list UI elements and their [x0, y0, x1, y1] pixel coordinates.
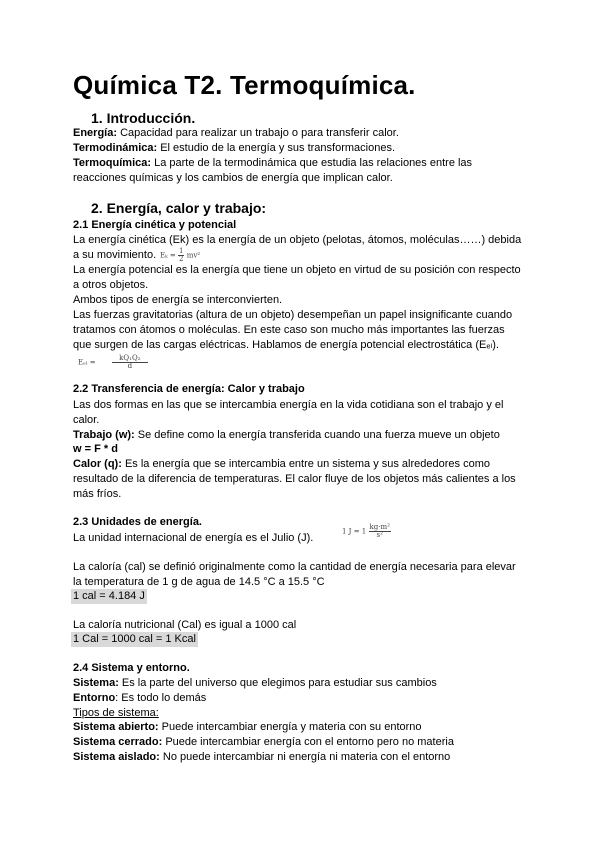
def-energia: [73, 126, 399, 141]
paragraph-line: la temperatura de 1 g de agua de 14.5 °C a 15.5 °C: [73, 576, 325, 588]
formula-numerator: kg·m²: [369, 523, 390, 531]
def-term: Sistema abierto:: [73, 721, 159, 733]
def-calor: [73, 457, 490, 472]
paragraph-line: Ambos tipos de energía se interconvierten.: [73, 294, 283, 306]
highlighted-equivalence: 1 cal = 4.184 J: [73, 590, 145, 602]
paragraph-line: tratamos con átomos o moléculas. En este caso son mucho más importantes las fuerzas: [73, 324, 505, 336]
def-text: La parte de la termodinámica que estudia las relaciones entre las: [151, 157, 473, 169]
def-text: : Es todo lo demás: [115, 692, 207, 704]
def-text: Es la parte del universo que elegimos para estudiar sus cambios: [118, 677, 437, 689]
section-1-heading: 1. Introducción.: [91, 110, 196, 126]
def-sistema: [73, 676, 437, 691]
system-types-heading: Tipos de sistema:: [73, 707, 159, 719]
work-formula: [73, 442, 118, 457]
paragraph-line: más fríos.: [73, 488, 122, 500]
subsection-2-1-heading: 2.1 Energía cinética y potencial: [73, 219, 237, 231]
formula-lhs: 1 J = 1: [342, 527, 367, 536]
formula-lhs: Eₖ =: [160, 251, 176, 260]
subsection-2-2-heading: 2.2 Transferencia de energía: Calor y trabajo: [73, 383, 305, 395]
paragraph-line: que surgen de las cargas eléctricas. Hablamos de energía potencial electrostática (Eₑₗ).: [73, 339, 499, 351]
kinetic-energy-formula: [160, 248, 200, 263]
paragraph-line: reacciones químicas y los cambios de energía que implican calor.: [73, 172, 393, 184]
def-entorno: [73, 691, 206, 706]
highlighted-equivalence: 1 Cal = 1000 cal = 1 Kcal: [73, 633, 196, 645]
paragraph-line: resultado de la diferencia de temperaturas. El calor fluye de los objetos más calientes a los: [73, 473, 516, 485]
formula-numerator: kQ₁Q₂: [119, 354, 141, 362]
def-term: Calor (q):: [73, 458, 122, 470]
def-text: Se define como la energía transferida cuando una fuerza mueve un objeto: [134, 429, 500, 441]
paragraph-line: calor.: [73, 414, 100, 426]
def-term: Trabajo (w):: [73, 429, 135, 441]
paragraph-line: La caloría nutricional (Cal) es igual a 1000 cal: [73, 619, 297, 631]
def-term: Sistema aislado:: [73, 751, 160, 763]
section-2-heading: 2. Energía, calor y trabajo:: [91, 200, 267, 216]
def-text: Es la energía que se intercambia entre un sistema y sus alrededores como: [121, 458, 490, 470]
paragraph-line: La energía potencial es la energía que tiene un objeto en virtud de su posición con respecto: [73, 264, 521, 276]
system-type-closed: [73, 735, 454, 750]
def-term: Termoquímica:: [73, 157, 152, 169]
subsection-2-4-heading: 2.4 Sistema y entorno.: [73, 662, 190, 674]
def-trabajo: [73, 428, 500, 443]
paragraph-line: La unidad internacional de energía es el Julio (J).: [73, 532, 314, 544]
def-text: El estudio de la energía y sus transformaciones.: [157, 142, 396, 154]
subsection-2-3-heading: 2.3 Unidades de energía.: [73, 516, 202, 528]
formula-fraction: [178, 248, 184, 263]
def-term: Termodinámica:: [73, 142, 158, 154]
formula-denominator: s²: [376, 531, 383, 539]
def-text: No puede intercambiar ni energía ni materia con el entorno: [159, 751, 451, 763]
system-type-open: [73, 720, 422, 735]
formula-rhs: mv²: [186, 251, 201, 260]
def-text: Puede intercambiar energía con el entorno pero no materia: [162, 736, 454, 748]
formula-fraction: [112, 355, 148, 370]
system-type-isolated: [73, 750, 450, 765]
work-formula-text: w = F * d: [73, 443, 118, 455]
def-termoquimica: [73, 156, 472, 171]
joule-formula: [342, 524, 391, 539]
paragraph-line: La energía cinética (Ek) es la energía de un objeto (pelotas, átomos, moléculas……) debida: [73, 234, 522, 246]
def-termodinamica: [73, 141, 395, 156]
formula-lhs: Eₑₗ =: [78, 358, 96, 367]
def-term: Energía:: [73, 127, 118, 139]
def-term: Sistema cerrado:: [73, 736, 163, 748]
paragraph-line: La caloría (cal) se definió originalmente como la cantidad de energía necesaria para elevar: [73, 561, 516, 573]
paragraph-line: Las dos formas en las que se intercambia energía en la vida cotidiana son el trabajo y el: [73, 399, 504, 411]
formula-fraction: [369, 524, 391, 539]
formula-denominator: 2: [179, 255, 184, 263]
def-term: Entorno: [73, 692, 116, 704]
formula-denominator: d: [112, 362, 148, 370]
paragraph-line: a su movimiento.: [73, 249, 157, 261]
def-term: Sistema:: [73, 677, 119, 689]
electrostatic-energy-formula: [78, 355, 148, 370]
paragraph-line: Las fuerzas gravitatorias (altura de un objeto) desempeñan un papel insignificante cuando: [73, 309, 513, 321]
formula-numerator: 1: [179, 247, 184, 255]
page-title: Química T2. Termoquímica.: [73, 70, 416, 100]
def-text: Capacidad para realizar un trabajo o para transferir calor.: [117, 127, 399, 139]
def-text: Puede intercambiar energía y materia con su entorno: [158, 721, 422, 733]
paragraph-line: a otros objetos.: [73, 279, 149, 291]
